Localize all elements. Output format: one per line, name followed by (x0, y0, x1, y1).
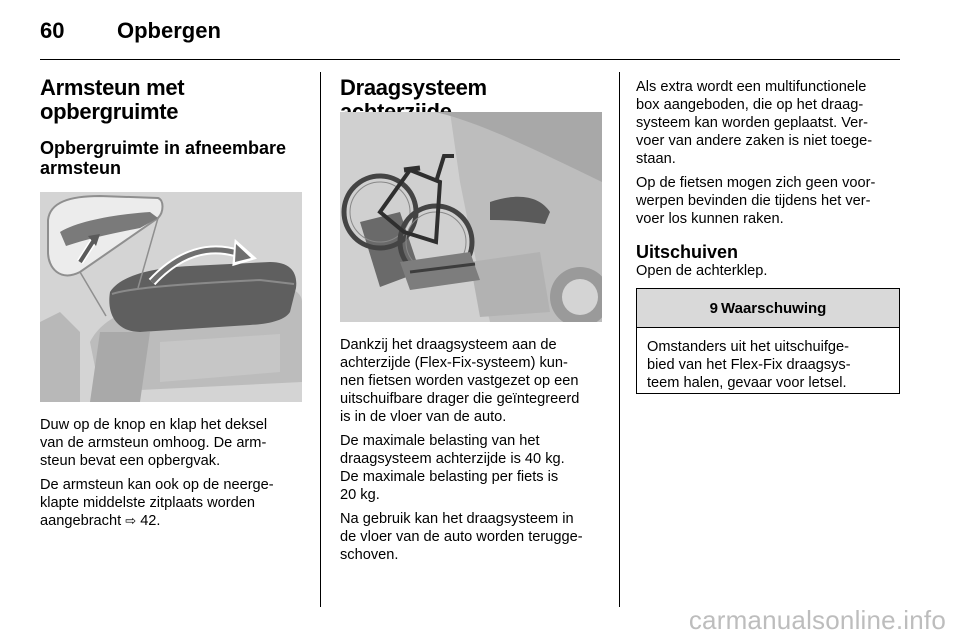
header-rule (40, 59, 900, 60)
column-divider-2 (619, 72, 620, 607)
text-line: De armsteun kan ook op de neerge- (40, 477, 274, 493)
text-line: werpen bevinden die tijdens het ver- (636, 193, 871, 209)
text-line: voer van andere zaken is niet toege- (636, 133, 873, 149)
text-line: De maximale belasting per fiets is (340, 469, 559, 485)
subheading-line: Opbergruimte in afneembare (40, 138, 287, 158)
paragraph-open-tailgate: Open de achterklep. (636, 263, 768, 279)
paragraph-armrest-mount (40, 476, 302, 530)
text-line: Op de fietsen mogen zich geen voor- (636, 175, 876, 191)
page-reference-icon: ⇨ (125, 513, 137, 528)
text-line: de vloer van de auto worden terugge- (340, 529, 583, 545)
text-line: Omstanders uit het uitschuifge- (647, 339, 849, 355)
text-line: klapte middelste zitplaats worden (40, 495, 255, 511)
text-line: Duw op de knop en klap het deksel (40, 417, 268, 433)
heading-line: Armsteun met (40, 75, 185, 100)
armrest-illustration (40, 192, 302, 402)
text-line: is in de vloer van de auto. (340, 409, 507, 425)
text-line: staan. (636, 151, 676, 167)
warning-box (636, 288, 900, 394)
section-heading-rear-carrier: Draagsysteem (340, 75, 487, 100)
paragraph-loose-items (636, 174, 902, 228)
text-line: nen fietsen worden vastgezet op een (340, 373, 579, 389)
paragraph-carrier-load (340, 432, 604, 504)
column-carrier-details (636, 78, 902, 280)
text-line: Na gebruik kan het draagsysteem in (340, 511, 574, 527)
watermark: carmanualsonline.info (688, 605, 946, 635)
subheading-line: armsteun (40, 158, 122, 178)
text-line: steun bevat een opbergvak. (40, 453, 221, 469)
paragraph-carrier-stow (340, 510, 604, 564)
text-line: 20 kg. (340, 487, 380, 503)
page-number: 60 (40, 18, 65, 43)
text-line: draagsysteem achterzijde is 40 kg. (340, 451, 565, 467)
paragraph-carrier-intro (340, 336, 604, 426)
rear-carrier-text (340, 336, 604, 564)
text-line: bied van het Flex-Fix draagsys- (647, 357, 851, 373)
paragraph-armrest-open (40, 416, 302, 470)
column-divider-1 (320, 72, 321, 607)
warning-header (637, 289, 899, 328)
text-line: Dankzij het draagsysteem aan de (340, 337, 557, 353)
armrest-drawing (40, 192, 302, 402)
text-line: systeem kan worden geplaatst. Ver- (636, 115, 868, 131)
text-line: Als extra wordt een multifunctionele (636, 79, 867, 95)
page-reference-link[interactable]: 42. (140, 513, 161, 529)
bike-carrier-illustration (340, 112, 602, 322)
text-line: De maximale belasting van het (340, 433, 540, 449)
subheading-removable-armrest (40, 138, 302, 178)
paragraph-multifunction-box (636, 78, 902, 168)
subheading-extend: Uitschuiven (636, 242, 739, 262)
text-line: van de armsteun omhoog. De arm- (40, 435, 267, 451)
text-line: box aangeboden, die op het draag- (636, 97, 864, 113)
column-armrest (40, 76, 302, 178)
text-line: voer los kunnen raken. (636, 211, 784, 227)
text-line: achterzijde (Flex-Fix-systeem) kun- (340, 355, 568, 371)
armrest-text (40, 416, 302, 530)
section-heading-armrest (40, 76, 302, 124)
warning-title: Waarschuwing (721, 299, 827, 317)
text-line: uitschuifbare drager die geïntegreerd (340, 391, 580, 407)
text-line: aangebracht (40, 513, 122, 529)
warning-triangle-icon: 9 (709, 299, 719, 317)
text-line: schoven. (340, 547, 399, 563)
bike-carrier-drawing (340, 112, 602, 322)
chapter-title: Opbergen (117, 18, 221, 43)
text-line: teem halen, gevaar voor letsel. (647, 375, 847, 391)
heading-line: opbergruimte (40, 99, 179, 124)
warning-body (637, 328, 899, 402)
